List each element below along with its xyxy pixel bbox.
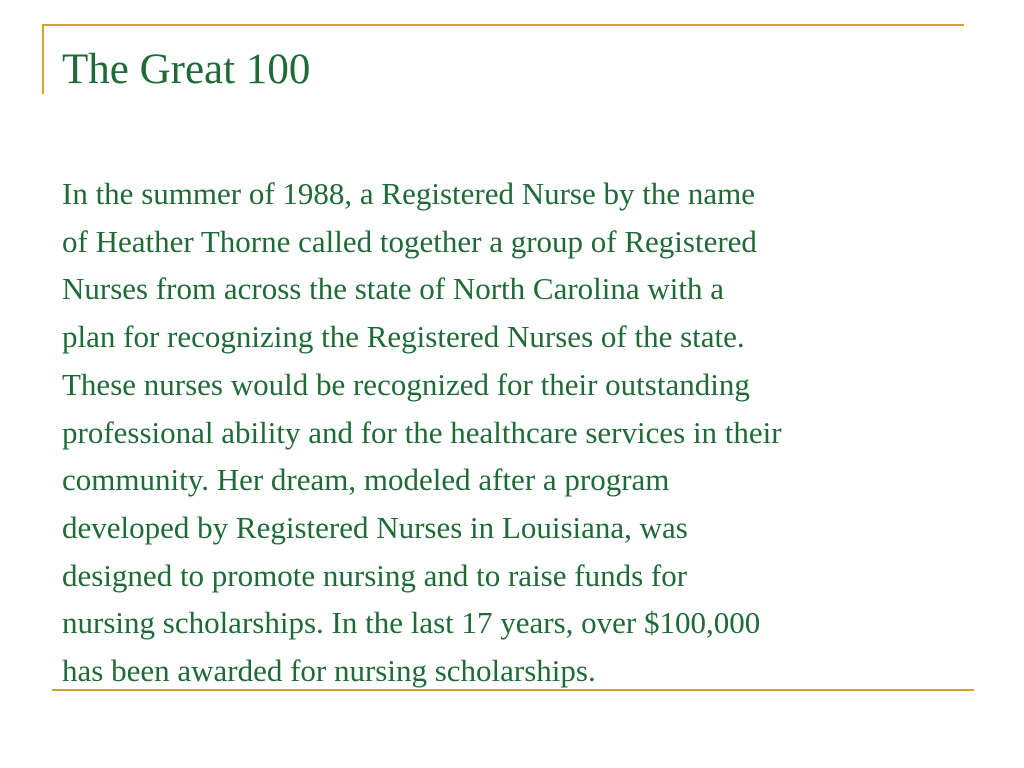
body-line: has been awarded for nursing scholarships. <box>62 653 596 689</box>
bottom-rule <box>52 689 974 691</box>
body-line: In the summer of 1988, a Registered Nurse by the name <box>62 176 756 211</box>
body-line: Nurses from across the state of North Carolina with a <box>62 271 725 307</box>
body-line: designed to promote nursing and to raise funds for <box>62 557 688 593</box>
body-line: developed by Registered Nurses in Louisiana, was <box>62 509 688 545</box>
body-line: of Heather Thorne called together a group of Registered <box>62 223 757 259</box>
left-rule <box>42 24 44 94</box>
body-line: professional ability and for the healthcare services in their <box>62 414 782 450</box>
slide-title: The Great 100 <box>62 46 311 93</box>
top-rule <box>42 24 964 26</box>
body-line: nursing scholarships. In the last 17 years, over $100,000 <box>62 605 761 641</box>
body-line: community. Her dream, modeled after a program <box>62 462 670 498</box>
body-line: These nurses would be recognized for their outstanding <box>62 366 750 402</box>
body-line: plan for recognizing the Registered Nurses of the state. <box>62 319 745 355</box>
slide-body-text <box>62 170 962 695</box>
